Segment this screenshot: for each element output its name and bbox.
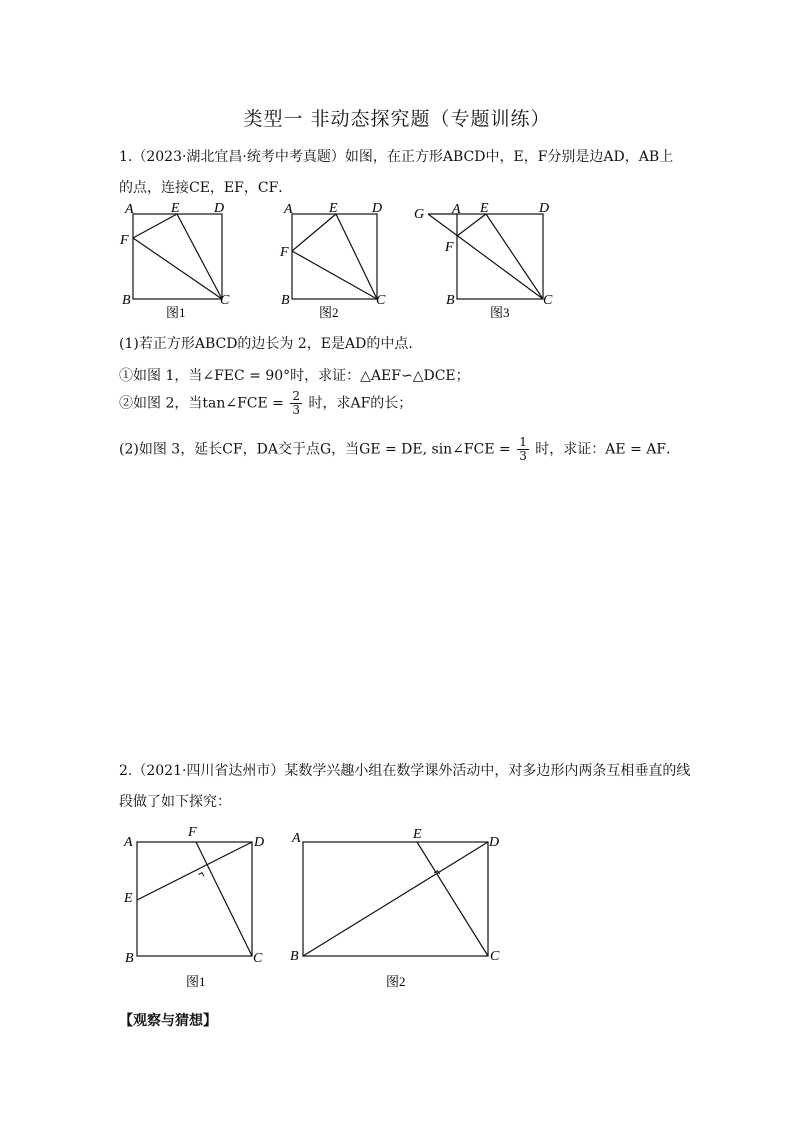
f2-label-b: B (281, 293, 290, 308)
f1-label-c: C (220, 293, 230, 308)
q2-section-heading: 【观察与猜想】 (119, 1013, 217, 1029)
q2f2-label-d: D (489, 835, 500, 850)
q2f2-label-a: A (292, 831, 301, 846)
q2f1-label-a: A (124, 835, 133, 850)
q1-sub2-numerator: 2 (292, 389, 300, 403)
f2-label-f: F (280, 245, 289, 260)
q1-sub2 (119, 390, 412, 417)
q2f1-label-d: D (254, 835, 265, 850)
f1-label-e: E (171, 201, 180, 216)
f1-label-f: F (120, 233, 129, 248)
q1-figure-2 (279, 201, 386, 320)
q1-part2-post: 时，求证：AE = AF． (535, 441, 681, 458)
q2-line1: 2.（2021·四川省达州市）某数学兴趣小组在数学课外活动中，对多边形内两条互相垂直的线 (119, 763, 691, 779)
q2f1-caption: 图1 (186, 974, 206, 989)
f3-label-a: A (452, 202, 461, 217)
page-title: 类型一 非动态探究题（专题训练） (243, 108, 551, 130)
q1-figure-3 (414, 201, 553, 320)
q2f2-caption: 图2 (386, 974, 406, 989)
q2-line2: 段做了如下探究： (119, 794, 231, 810)
q2-figure-2 (290, 827, 500, 989)
q1-line2: 的点，连接CE，EF，CF． (119, 180, 293, 196)
f3-label-e: E (480, 201, 489, 216)
f2-label-d: D (372, 201, 383, 216)
q1-line1: 1.（2023·湖北宜昌·统考中考真题）如图，在正方形ABCD中，E，F分别是边AD，AB上 (119, 149, 674, 165)
q1-part1: (1)若正方形ABCD的边长为 2，E是AD的中点． (119, 336, 423, 352)
q2f1-label-f: F (188, 825, 197, 840)
f3-label-g: G (414, 207, 425, 222)
q2f1-label-e: E (124, 891, 133, 906)
f1-caption: 图1 (166, 305, 186, 320)
q1-sub1: ①如图 1，当∠FEC = 90°时，求证：△AEF∽△DCE； (119, 368, 470, 384)
q1-part2-fraction (517, 436, 529, 463)
q1-sub2-post: 时，求AF的长； (308, 395, 413, 412)
q2-figures (110, 822, 530, 1002)
f3-label-b: B (446, 293, 455, 308)
q1-sub2-fraction (290, 390, 302, 417)
q1-sub2-denominator: 3 (292, 403, 300, 417)
f2-label-c: C (376, 293, 386, 308)
f1-label-d: D (214, 201, 225, 216)
f2-label-e: E (329, 201, 338, 216)
q1-part2-pre: (2)如图 3，延长CF，DA交于点G，当GE = DE, sin∠FCE = (119, 441, 511, 458)
q2-figure-1 (123, 825, 264, 989)
f1-label-a: A (125, 202, 134, 217)
q2f1-label-c: C (253, 951, 263, 966)
q1-part2-denominator: 3 (519, 449, 527, 463)
f1-label-b: B (122, 293, 131, 308)
f3-label-d: D (539, 201, 550, 216)
f3-label-c: C (543, 293, 553, 308)
q1-sub2-pre: ②如图 2，当tan∠FCE = (119, 395, 284, 412)
q1-figures (110, 196, 570, 326)
q1-figure-1 (119, 201, 230, 320)
f3-label-f: F (445, 240, 454, 255)
f2-caption: 图2 (319, 305, 339, 320)
q2f2-label-e: E (413, 827, 422, 842)
q2f2-label-c: C (490, 949, 500, 964)
f2-label-a: A (284, 202, 293, 217)
f3-caption: 图3 (490, 305, 510, 320)
q1-part2-numerator: 1 (519, 435, 527, 449)
q2f1-label-b: B (125, 951, 134, 966)
q2f2-label-b: B (290, 949, 299, 964)
q1-part2 (119, 436, 680, 463)
